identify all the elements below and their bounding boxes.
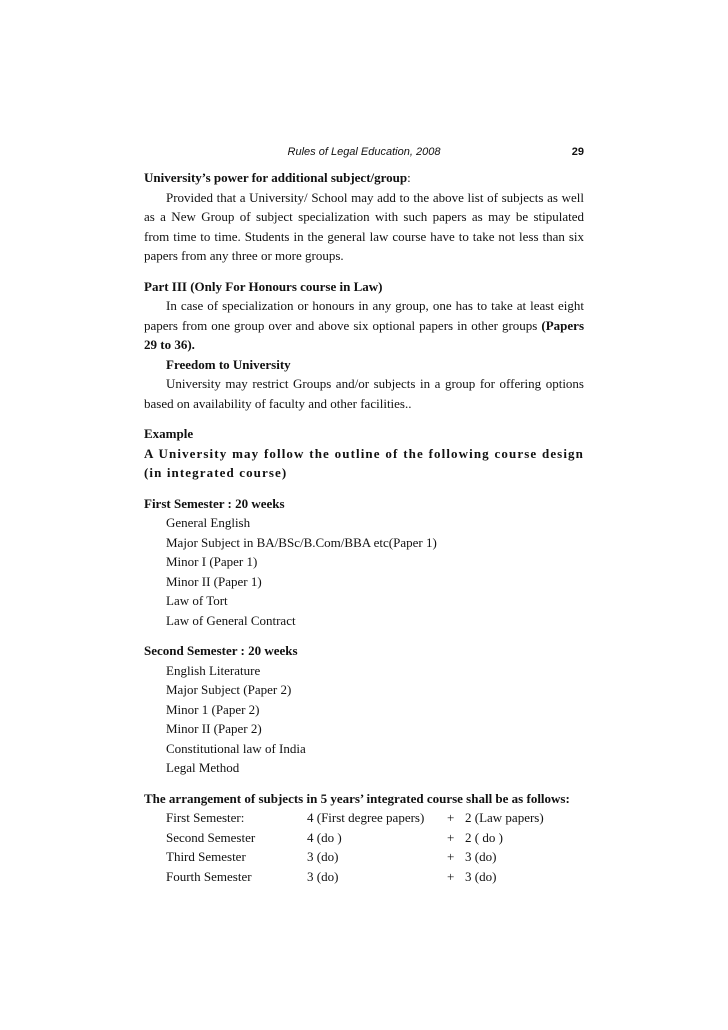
plus-sign: + bbox=[447, 810, 455, 825]
degree-papers-cell: 4 (do ) bbox=[307, 829, 342, 845]
arrangement-heading: The arrangement of subjects in 5 years’ integrated course shall be as follows: bbox=[144, 790, 570, 806]
second-semester-heading: Second Semester : 20 weeks bbox=[144, 643, 298, 658]
first-semester-subjects bbox=[144, 513, 584, 630]
section-heading-text: University’s power for additional subject/group bbox=[144, 170, 408, 185]
law-papers-cell: 2 (Law papers) bbox=[465, 810, 544, 825]
arrangement-table bbox=[144, 808, 584, 886]
subheading-freedom: Freedom to University bbox=[166, 356, 291, 372]
list-item: Constitutional law of India bbox=[166, 740, 306, 756]
list-item: English Literature bbox=[166, 662, 261, 678]
document-page bbox=[144, 140, 584, 886]
semester-cell: Second Semester bbox=[166, 829, 256, 845]
paragraph-freedom: University may restrict Groups and/or subjects in a group for offering options based on availability of faculty and other facilities.. bbox=[144, 376, 584, 411]
list-item: Minor I (Paper 1) bbox=[166, 554, 258, 569]
heading-colon: : bbox=[407, 170, 411, 185]
list-item: Law of General Contract bbox=[166, 612, 296, 628]
page-header bbox=[144, 140, 584, 160]
law-papers-cell: 3 (do) bbox=[465, 849, 497, 864]
paragraph-honours-papers: (Papers 29 to 36). bbox=[144, 317, 585, 352]
semester-cell: Third Semester bbox=[166, 849, 246, 864]
example-intro: A University may follow the outline of the following course design (in integrated course) bbox=[144, 445, 584, 480]
plus-sign: + bbox=[447, 868, 455, 884]
plus-sign: + bbox=[447, 849, 455, 864]
semester-cell: Fourth Semester bbox=[166, 868, 252, 884]
section-heading-part-iii: Part III (Only For Honours course in Law) bbox=[144, 278, 383, 294]
second-semester-subjects bbox=[144, 661, 584, 778]
degree-papers-cell: 3 (do) bbox=[307, 849, 339, 864]
page-number: 29 bbox=[571, 146, 584, 158]
paragraph-additional-subject: Provided that a University/ School may add to the above list of subjects as well as a New Group of subject specialization with such papers as may be stipulated from time to time. Students in the general law course have to take not less than six papers from any three or more groups. bbox=[144, 189, 584, 263]
list-item: Minor II (Paper 2) bbox=[166, 721, 262, 736]
table-row bbox=[144, 847, 584, 867]
list-item: Minor II (Paper 1) bbox=[166, 573, 262, 589]
law-papers-cell: 2 ( do ) bbox=[465, 829, 503, 845]
list-item: Major Subject (Paper 2) bbox=[166, 682, 292, 697]
table-row bbox=[144, 828, 584, 848]
law-papers-cell: 3 (do) bbox=[465, 868, 497, 884]
list-item: Major Subject in BA/BSc/B.Com/BBA etc(Paper 1) bbox=[166, 534, 437, 550]
list-item: Law of Tort bbox=[166, 593, 228, 608]
table-row bbox=[144, 867, 584, 887]
table-row bbox=[144, 808, 584, 828]
degree-papers-cell: 4 (First degree papers) bbox=[307, 810, 425, 825]
example-heading: Example bbox=[144, 426, 194, 441]
list-item: Legal Method bbox=[166, 760, 240, 775]
running-title: Rules of Legal Education, 2008 bbox=[287, 146, 441, 158]
list-item: General English bbox=[166, 515, 251, 530]
plus-sign: + bbox=[447, 829, 455, 845]
semester-cell: First Semester: bbox=[166, 810, 245, 825]
first-semester-heading: First Semester : 20 weeks bbox=[144, 495, 285, 511]
paragraph-honours-text: In case of specialization or honours in any group, one has to take at least eight papers from one group over and above six optional papers in other groups bbox=[144, 298, 584, 333]
degree-papers-cell: 3 (do) bbox=[307, 868, 339, 884]
list-item: Minor 1 (Paper 2) bbox=[166, 701, 260, 717]
section-heading-additional-subject bbox=[144, 168, 584, 188]
paragraph-honours bbox=[144, 296, 584, 355]
